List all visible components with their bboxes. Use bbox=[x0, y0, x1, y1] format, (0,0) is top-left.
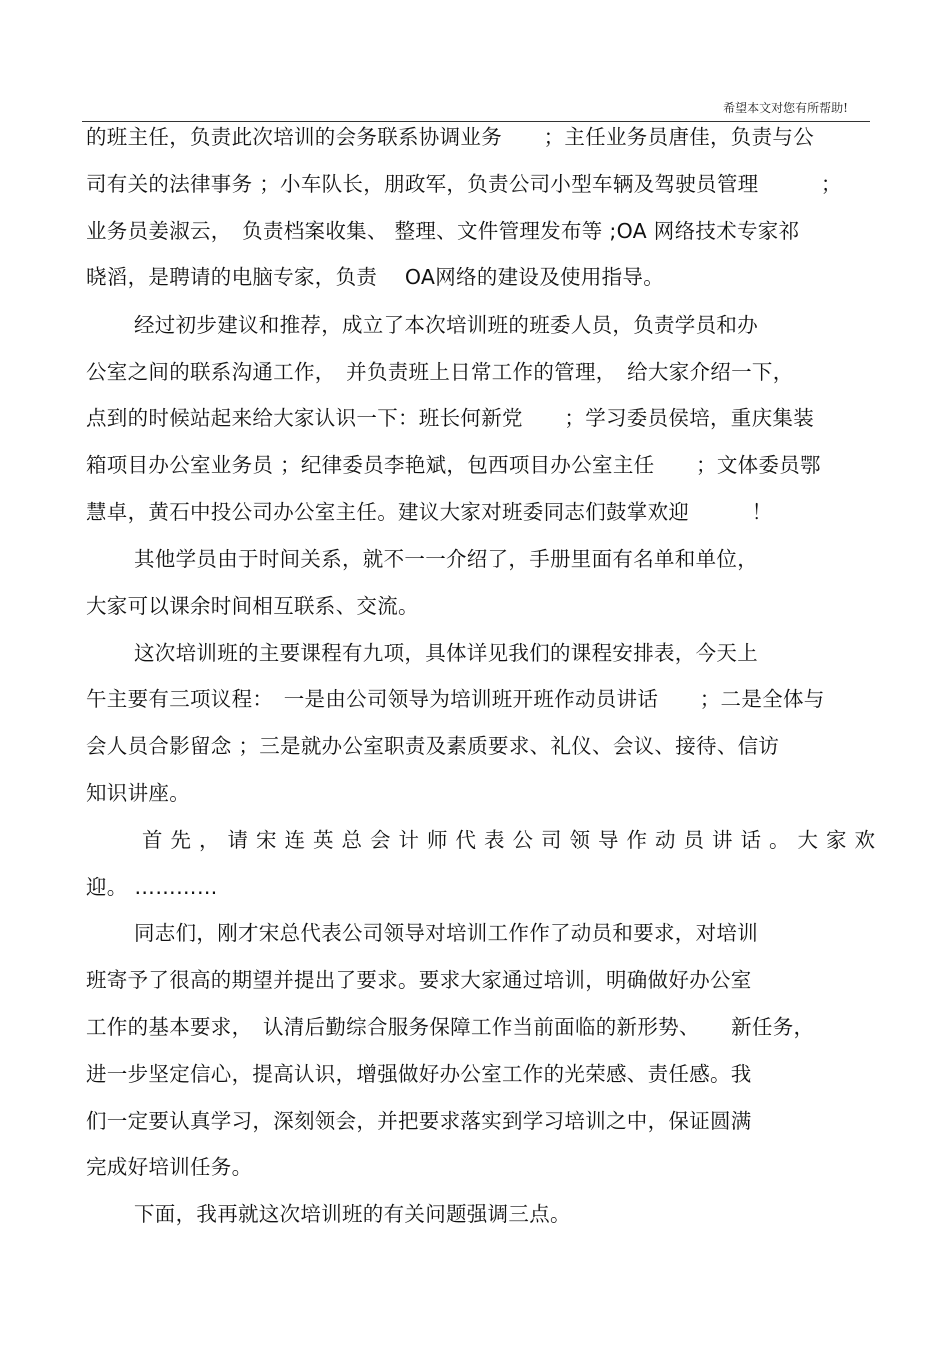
text-line: 完成好培训任务。 bbox=[86, 1155, 253, 1179]
text-line: 晓滔，是聘请的电脑专家，负责 OA网络的建设及使用指导。 bbox=[86, 265, 665, 289]
text-line: 司有关的法律事务 ；小车队长，朋政军，负责公司小型车辆及驾驶员管理 ； bbox=[86, 172, 842, 196]
text-line: 同志们，刚才宋总代表公司领导对培训工作作了动员和要求，对培训 bbox=[134, 921, 758, 945]
text-line: 箱项目办公室业务员 ；纪律委员李艳斌，包西项目办公室主任 ；文体委员鄂 bbox=[86, 453, 821, 477]
text-line: 业务员姜淑云， 负责档案收集、 整理、文件管理发布等 ;OA 网络技术专家祁 bbox=[86, 219, 800, 243]
text-line: 点到的时候站起来给大家认识一下：班长何新党 ；学习委员侯培，重庆集装 bbox=[86, 406, 814, 430]
text-line: 首先，请宋连英总会计师代表公司领导作动员讲话。大家欢 bbox=[142, 828, 883, 852]
text-line: 经过初步建议和推荐，成立了本次培训班的班委人员，负责学员和办 bbox=[134, 313, 758, 337]
text-line: 的班主任，负责此次培训的会务联系协调业务 ；主任业务员唐佳，负责与公 bbox=[86, 125, 814, 149]
text-line: 知识讲座。 bbox=[86, 781, 190, 805]
text-line: 迎。 ………… bbox=[86, 875, 218, 899]
text-line: 班寄予了很高的期望并提出了要求。要求大家通过培训，明确做好办公室 bbox=[86, 968, 752, 992]
text-line: 公室之间的联系沟通工作， 并负责班上日常工作的管理， 给大家介绍一下， bbox=[86, 360, 794, 384]
text-line: 慧卓，黄石中投公司办公室主任。建议大家对班委同志们鼓掌欢迎 ！ bbox=[86, 500, 773, 524]
text-line: 午主要有三项议程： 一是由公司领导为培训班开班作动员讲话 ；二是全体与 bbox=[86, 687, 825, 711]
text-line: 这次培训班的主要课程有九项，具体详见我们的课程安排表，今天上 bbox=[134, 641, 758, 665]
text-line: 下面，我再就这次培训班的有关问题强调三点。 bbox=[134, 1202, 571, 1226]
text-line: 其他学员由于时间关系，就不一一介绍了，手册里面有名单和单位， bbox=[134, 547, 758, 571]
text-line: 们一定要认真学习，深刻领会，并把要求落实到学习培训之中，保证圆满 bbox=[86, 1109, 752, 1133]
text-line: 进一步坚定信心，提高认识，增强做好办公室工作的光荣感、责任感。我 bbox=[86, 1062, 752, 1086]
text-line: 工作的基本要求， 认清后勤综合服务保障工作当前面临的新形势、 新任务， bbox=[86, 1015, 815, 1039]
text-line: 会人员合影留念 ；三是就办公室职责及素质要求、礼仪、会议、接待、信访 bbox=[86, 734, 780, 758]
header-note: 希望本文对您有所帮助! bbox=[723, 101, 848, 115]
text-line: 大家可以课余时间相互联系、交流。 bbox=[86, 594, 419, 618]
